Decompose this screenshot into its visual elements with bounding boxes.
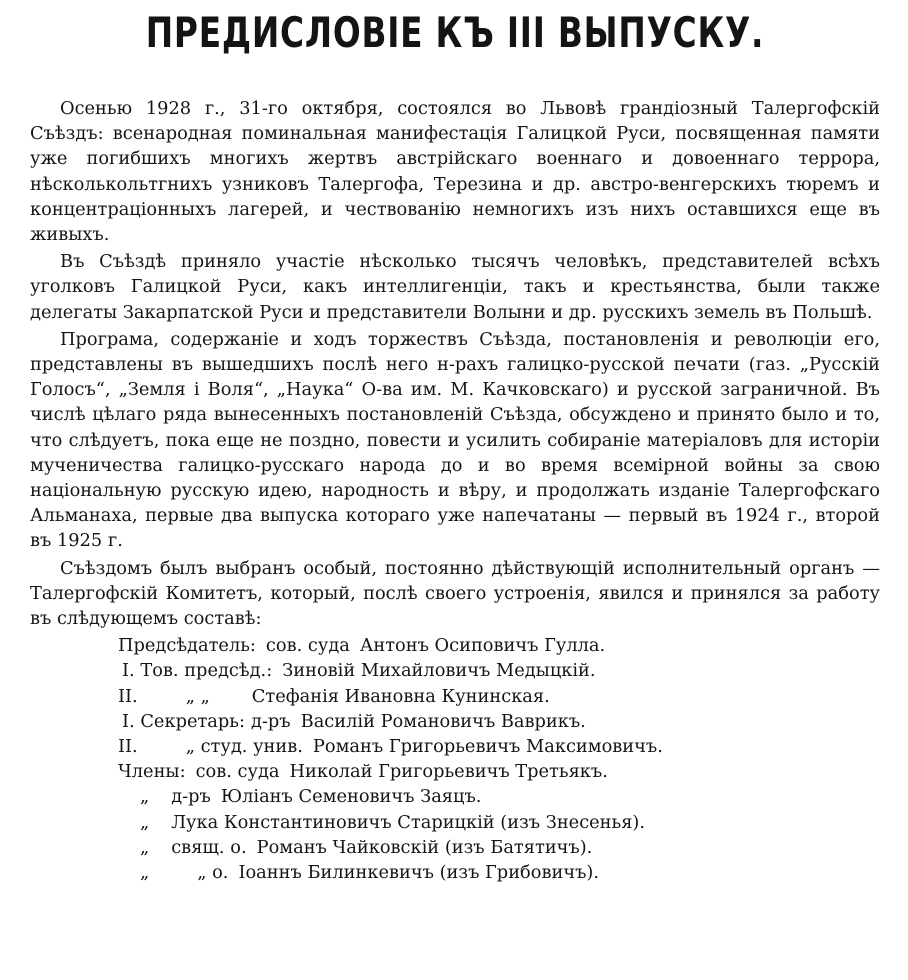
committee-row [30, 709, 880, 734]
committee-title: д-ръ [171, 786, 211, 808]
committee-name: Романъ Григорьевичъ Максимовичъ. [312, 736, 663, 758]
committee-row [30, 734, 880, 759]
committee-row [30, 860, 880, 885]
committee-role: I. Тов. предсѣд.: [122, 660, 273, 682]
committee-name: Василій Романовичъ Ваврикъ. [300, 710, 586, 732]
committee-row [30, 759, 880, 784]
committee-name: Лука Константиновичъ Старицкій (изъ Знесенья). [171, 811, 646, 833]
paragraph: Въ Съѣздѣ приняло участіе нѣсколько тысячъ человѣкъ, представителей всѣхъ уголковъ Галицкой Руси, какъ интеллигенціи, такъ и крестьянства, были также делегаты Закарпатской Руси и представители Волыни и др. русскихъ земель въ Польшѣ. [30, 251, 880, 323]
committee-title: „ „ [185, 685, 210, 707]
committee-name: Стефанія Ивановна Кунинская. [251, 685, 550, 707]
committee-name: Юліанъ Семеновичъ Заяцъ. [220, 786, 482, 808]
committee-row [30, 684, 880, 709]
committee-title: „ о. [197, 862, 229, 884]
committee-title: „ студ. унив. [185, 736, 303, 758]
committee-name: Антонъ Осиповичъ Гулла. [359, 635, 606, 657]
committee-title: сов. суда [265, 635, 350, 657]
committee-row [30, 658, 880, 683]
committee-row [30, 810, 880, 835]
committee-name: Іоаннъ Билинкевичъ (изъ Грибовичъ). [238, 862, 599, 884]
committee-role: „ [140, 786, 150, 808]
committee-role: I. Секретарь: [122, 710, 245, 732]
committee-title: сов. суда [195, 761, 280, 783]
committee-role: Члены: [118, 761, 186, 783]
paragraph: Програма, содержаніе и ходъ торжествъ Съѣзда, постановленія и революціи его, представлены въ вышедшихъ послѣ него н-рахъ галицко-русской печати (газ. „Русскій Голосъ“, „Земля і Воля“, „Наука“ О-ва им. М. Качковскаго) и русской заграничной. Въ числѣ цѣлаго ряда вынесенныхъ постановленій Съѣзда, обсуждено и принято было и то, что слѣдуетъ, пока еще не поздно, повести и усилить собираніе матеріаловъ для исторіи мученичества галицко-русскаго народа до и во время всемірной войны за свою національную русскую идею, народность и вѣру, и продолжать изданіе Талергофскаго Альманаха, первые два выпуска котораго уже напечатаны — первый въ 1924 г., второй въ 1925 г. [30, 328, 880, 552]
committee-name: Николай Григорьевичъ Третьякъ. [289, 761, 608, 783]
committee-title: свящ. о. [171, 836, 247, 858]
committee-name: Романъ Чайковскій (изъ Батятичъ). [256, 836, 593, 858]
committee-role: „ [140, 836, 150, 858]
page-title: ПРЕДИСЛОВІЕ КЪ III ВЫПУСКУ. [145, 8, 765, 57]
committee-role: II. [118, 685, 138, 707]
committee-name: Зиновій Михайловичъ Медыцкій. [282, 660, 596, 682]
committee-list [30, 633, 880, 885]
committee-row [30, 633, 880, 658]
committee-row [30, 784, 880, 809]
committee-role: II. [118, 736, 138, 758]
committee-role: „ [140, 862, 150, 884]
committee-role: „ [140, 811, 150, 833]
paragraph: Осенью 1928 г., 31-го октября, состоялся во Львовѣ грандіозный Талергофскій Съѣздъ: всенародная поминальная манифестація Галицкой Руси, посвященная памяти уже погибшихъ многихъ жертвъ австрійскаго военнаго и довоеннаго террора, нѣсколькольтгнихъ узниковъ Талергофа, Терезина и др. австро-венгерскихъ тюремъ и концентраціонныхъ лагерей, и чествованію немногихъ изъ нихъ оставшихся еще въ живыхъ. [30, 98, 880, 246]
committee-role: Предсѣдатель: [118, 635, 256, 657]
body-text [30, 96, 880, 631]
committee-row [30, 835, 880, 860]
paragraph: Съѣздомъ былъ выбранъ особый, постоянно дѣйствующій исполнительный органъ — Талергофскій Комитетъ, который, послѣ своего устроенія, явился и принялся за работу въ слѣдующемъ составѣ: [30, 557, 880, 630]
committee-title: д-ръ [250, 710, 291, 732]
